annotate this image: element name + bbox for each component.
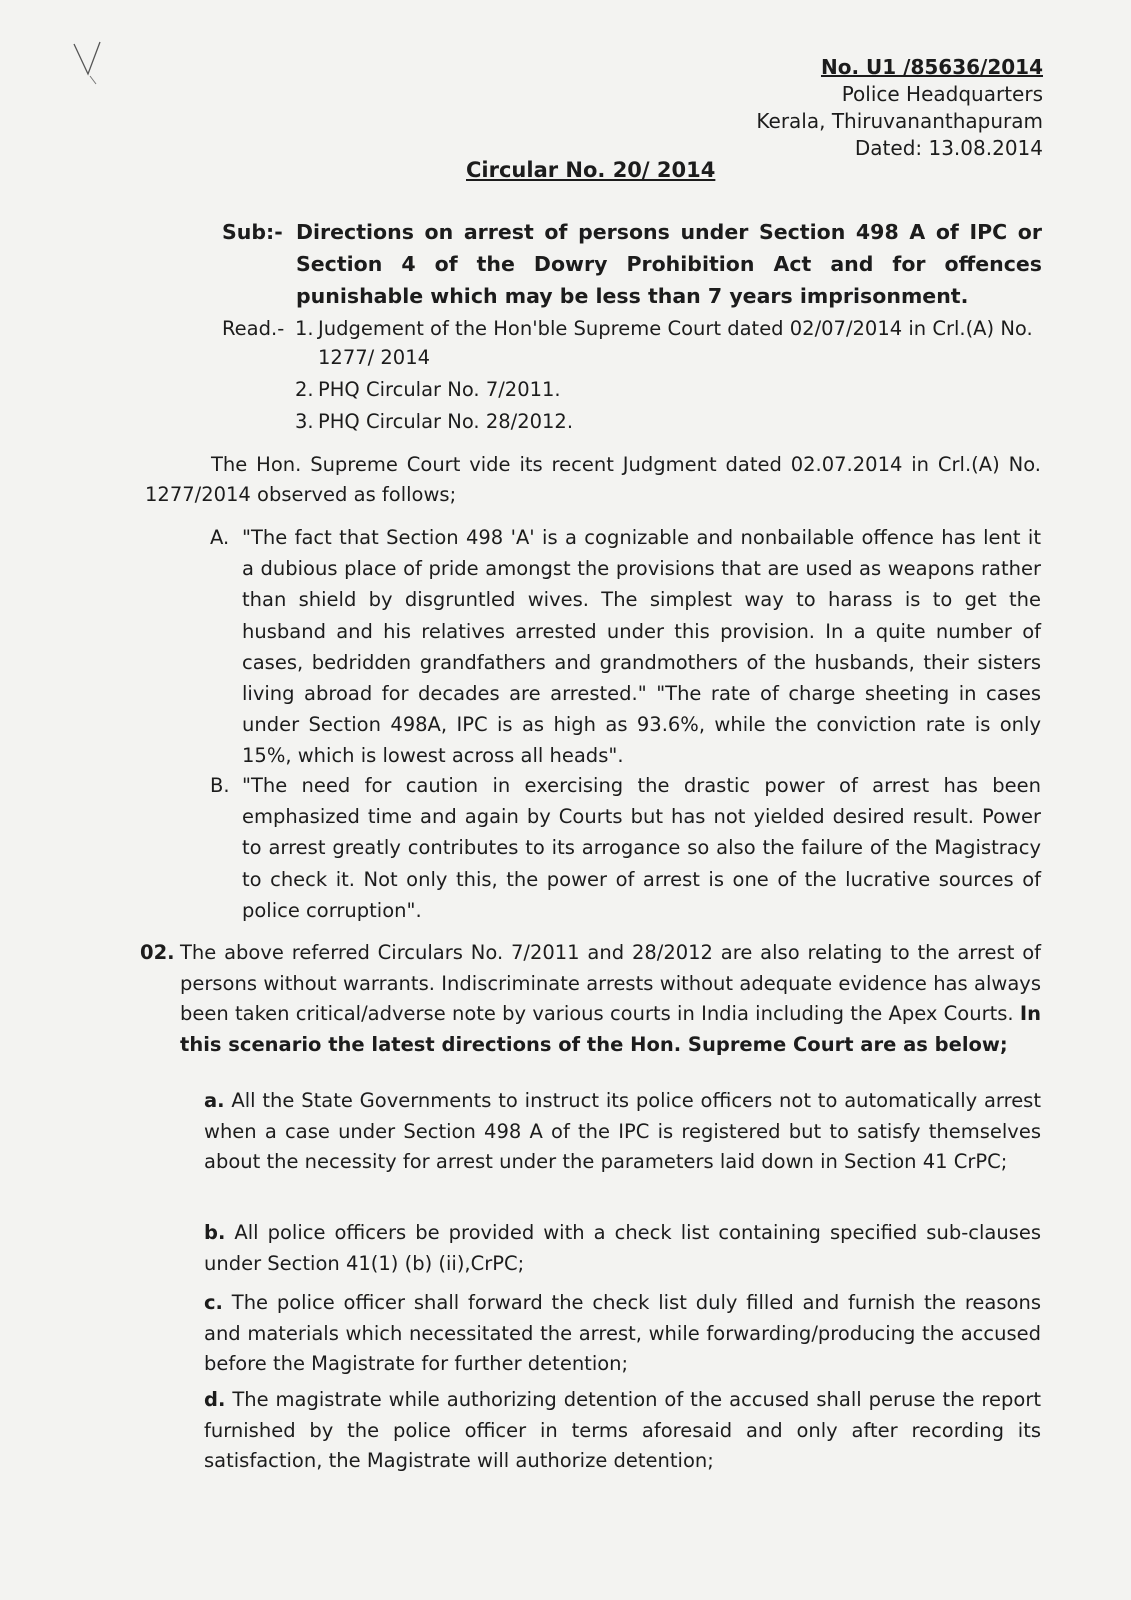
office-place: Kerala, Thiruvananthapuram	[756, 109, 1043, 133]
circular-title: Circular No. 20/ 2014	[466, 158, 716, 182]
quote-text: "The need for caution in exercising the drastic power of arrest has been emphasized time and again by Courts but has not yielded desired result. Power to arrest greatly contributes to its arrogance so also the failure of the Magistracy to check it. Not only this, the power of arrest is one of the lucrative sources of police corruption".	[242, 774, 1041, 922]
read-label: Read.-	[222, 317, 285, 340]
paragraph-body	[180, 938, 1041, 1060]
direction-a	[204, 1086, 1041, 1178]
subject-label: Sub:-	[222, 220, 283, 244]
direction-d	[204, 1385, 1041, 1477]
direction-c	[204, 1288, 1041, 1380]
quote-letter: A.	[210, 526, 230, 549]
direction-letter: b.	[204, 1221, 226, 1244]
direction-text: All police officers be provided with a check list containing specified sub-clauses under Section 41(1) (b) (ii),CrPC;	[204, 1221, 1041, 1275]
reference-item	[295, 314, 1042, 372]
direction-letter: a.	[204, 1089, 225, 1112]
reference-item	[295, 407, 1042, 436]
office-name: Police Headquarters	[841, 82, 1043, 106]
letter-header	[756, 54, 1043, 162]
paragraph-bold-text: In this scenario the latest directions of the Hon. Supreme Court are as below;	[180, 1002, 1041, 1056]
reference-list	[295, 314, 1042, 436]
direction-text: The police officer shall forward the check list duly filled and furnish the reasons and materials which necessitated the arrest, while forwarding/producing the accused before the Magistrate for further detention;	[204, 1291, 1041, 1375]
reference-number-label: 2.	[295, 378, 314, 401]
direction-text: All the State Governments to instruct its police officers not to automatically arrest when a case under Section 498 A of the IPC is registered but to satisfy themselves about the necessity for arrest under the parameters laid down in Section 41 CrPC;	[204, 1089, 1041, 1173]
quote-a	[210, 522, 1041, 772]
direction-letter: c.	[204, 1291, 223, 1314]
direction-letter: d.	[204, 1388, 226, 1411]
quote-text: "The fact that Section 498 'A' is a cognizable and nonbailable offence has lent it a dubious place of pride amongst the provisions that are used as weapons rather than shield by disgruntled wives. The simplest way to harass is to get the husband and his relatives arrested under this provision. In a quite number of cases, bedridden grandfathers and grandmothers of the husbands, their sisters living abroad for decades are arrested." "The rate of charge sheeting in cases under Section 498A, IPC is as high as 93.6%, while the conviction rate is only 15%, which is lowest across all heads".	[242, 526, 1041, 768]
reference-number-label: 1.	[295, 317, 314, 340]
date-line: Dated: 13.08.2014	[854, 136, 1043, 160]
reference-text: PHQ Circular No. 7/2011.	[318, 378, 561, 401]
paragraph-02	[140, 938, 1041, 1060]
subject-text: Directions on arrest of persons under Section 498 A of IPC or Section 4 of the Dowry Prohibition Act and for offences punishable which may be less than 7 years imprisonment.	[296, 220, 1042, 308]
reference-number-label: 3.	[295, 410, 314, 433]
pen-tick-mark	[70, 38, 110, 88]
direction-text: The magistrate while authorizing detention of the accused shall peruse the report furnished by the police officer in terms aforesaid and only after recording its satisfaction, the Magistrate will authorize detention;	[204, 1388, 1041, 1472]
intro-paragraph: The Hon. Supreme Court vide its recent Judgment dated 02.07.2014 in Crl.(A) No. 1277/2014 observed as follows;	[145, 453, 1041, 506]
paragraph-number: 02.	[140, 941, 175, 964]
direction-b	[204, 1218, 1041, 1279]
reference-number: No. U1 /85636/2014	[820, 55, 1043, 79]
quote-b	[210, 770, 1041, 926]
subject-block	[222, 216, 1042, 308]
reference-item	[295, 375, 1042, 404]
reference-text: Judgement of the Hon'ble Supreme Court dated 02/07/2014 in Crl.(A) No. 1277/ 2014	[318, 317, 1033, 369]
paragraph-text: The above referred Circulars No. 7/2011 and 28/2012 are also relating to the arrest of persons without warrants. Indiscriminate arrests without adequate evidence has always been taken critical/adverse note by various courts in India including the Apex Courts.	[180, 941, 1041, 1025]
quote-letter: B.	[210, 774, 230, 797]
reference-text: PHQ Circular No. 28/2012.	[318, 410, 574, 433]
